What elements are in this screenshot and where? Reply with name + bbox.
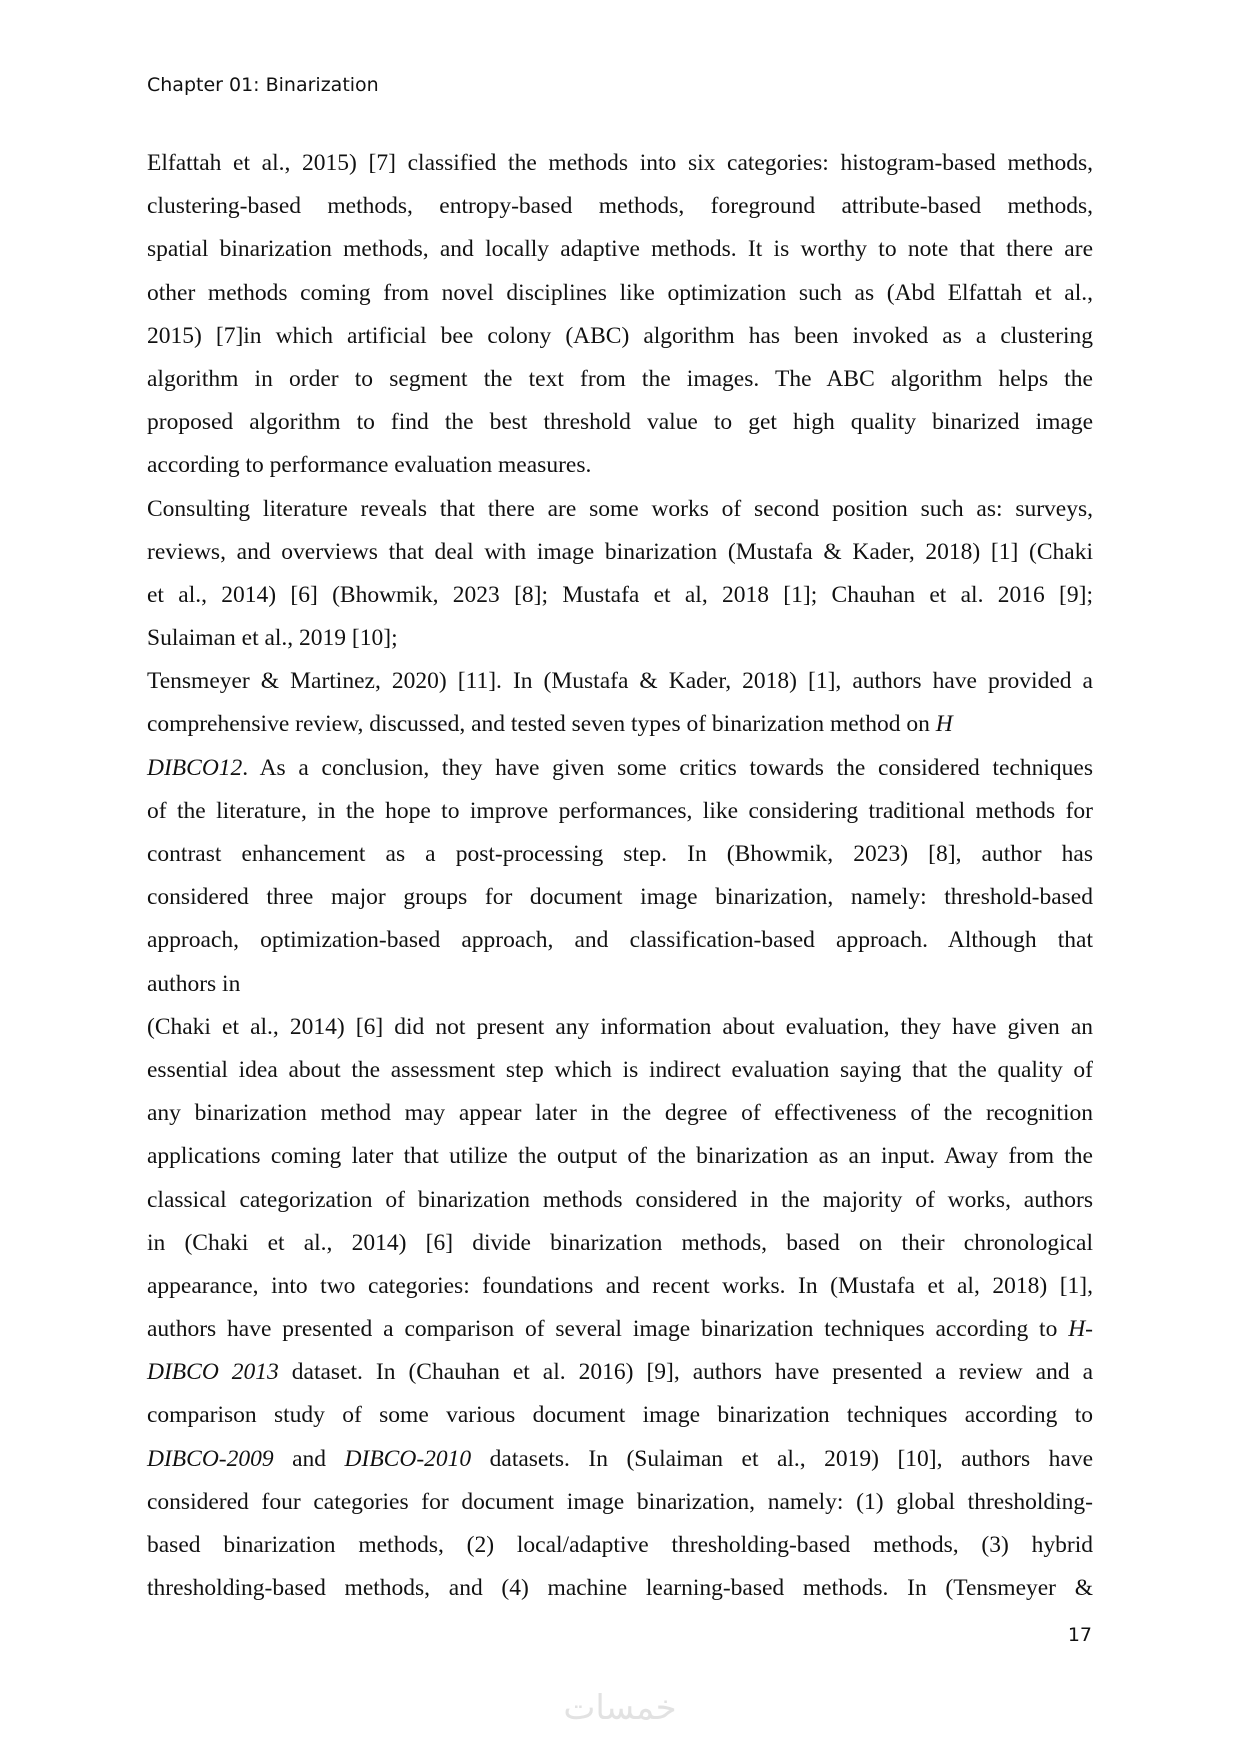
text-line: considered three major groups for document image binarization, namely: threshold-based: [147, 884, 1093, 911]
text-line: clustering-based methods, entropy-based methods, foreground attribute-based methods,: [147, 193, 1093, 220]
text-line: appearance, into two categories: foundations and recent works. In (Mustafa et al, 2018) [1],: [147, 1272, 1093, 1299]
text-line: thresholding-based methods, and (4) machine learning-based methods. In (Tensmeyer &: [147, 1575, 1093, 1602]
text-line: according to performance evaluation measures.: [147, 452, 592, 479]
text-line: comprehensive review, discussed, and tested seven types of binarization method on H: [147, 711, 953, 738]
italic-term: DIBCO-2010: [344, 1445, 472, 1472]
text-line: in (Chaki et al., 2014) [6] divide binarization methods, based on their chronological: [147, 1229, 1093, 1256]
body-paragraphs: [147, 142, 1093, 1610]
italic-term: DIBCO12: [147, 754, 243, 781]
text-line: of the literature, in the hope to improve performances, like considering traditional methods for: [147, 797, 1093, 824]
chapter-header: Chapter 01: Binarization: [147, 74, 379, 96]
text-line: applications coming later that utilize the output of the binarization as an input. Away from the: [147, 1143, 1093, 1170]
text-line: et al., 2014) [6] (Bhowmik, 2023 [8]; Mustafa et al, 2018 [1]; Chauhan et al. 2016 [9];: [147, 581, 1093, 608]
text-line: comparison study of some various document image binarization techniques according to: [147, 1402, 1093, 1429]
text-line: proposed algorithm to find the best threshold value to get high quality binarized image: [147, 409, 1093, 436]
italic-term: H: [935, 711, 953, 738]
text-line: approach, optimization-based approach, and classification-based approach. Although that: [147, 927, 1093, 954]
text-line: any binarization method may appear later in the degree of effectiveness of the recognition: [147, 1100, 1093, 1127]
text-line: Tensmeyer & Martinez, 2020) [11]. In (Mustafa & Kader, 2018) [1], authors have provided a: [147, 668, 1093, 695]
text-line: DIBCO-2009 and DIBCO-2010 datasets. In (Sulaiman et al., 2019) [10], authors have: [147, 1445, 1093, 1472]
text-line: considered four categories for document image binarization, namely: (1) global thresholding-: [147, 1488, 1093, 1515]
italic-term: DIBCO 2013: [147, 1359, 279, 1386]
text-line: DIBCO 2013 dataset. In (Chauhan et al. 2016) [9], authors have presented a review and a: [147, 1359, 1094, 1386]
text-line: 2015) [7]in which artificial bee colony (ABC) algorithm has been invoked as a clustering: [147, 322, 1093, 349]
text-line: DIBCO12. As a conclusion, they have given some critics towards the considered techniques: [147, 754, 1093, 781]
text-line: contrast enhancement as a post-processing step. In (Bhowmik, 2023) [8], author has: [147, 841, 1093, 867]
text-line: algorithm in order to segment the text from the images. The ABC algorithm helps the: [147, 365, 1093, 392]
text-line: based binarization methods, (2) local/adaptive thresholding-based methods, (3) hybrid: [147, 1532, 1093, 1558]
text-line: classical categorization of binarization methods considered in the majority of works, authors: [147, 1186, 1093, 1213]
text-line: authors have presented a comparison of several image binarization techniques according to H-: [147, 1316, 1093, 1343]
text-line: Sulaiman et al., 2019 [10];: [147, 625, 398, 652]
text-line: Elfattah et al., 2015) [7] classified the methods into six categories: histogram-based methods,: [147, 150, 1093, 176]
page-number: 17: [1067, 1624, 1092, 1646]
text-line: other methods coming from novel disciplines like optimization such as (Abd Elfattah et al.,: [147, 279, 1093, 306]
watermark-logo: خمسات: [563, 1688, 677, 1728]
text-line: authors in: [147, 970, 241, 997]
text-line: Consulting literature reveals that there are some works of second position such as: surveys,: [147, 495, 1093, 522]
text-line: essential idea about the assessment step which is indirect evaluation saying that the quality of: [147, 1056, 1093, 1083]
text-line: (Chaki et al., 2014) [6] did not present any information about evaluation, they have given an: [147, 1013, 1093, 1040]
text-line: reviews, and overviews that deal with image binarization (Mustafa & Kader, 2018) [1] (Chaki: [147, 538, 1093, 565]
italic-term: H-: [1068, 1316, 1093, 1343]
text-line: spatial binarization methods, and locally adaptive methods. It is worthy to note that there are: [147, 236, 1093, 263]
italic-term: DIBCO-2009: [147, 1445, 274, 1472]
